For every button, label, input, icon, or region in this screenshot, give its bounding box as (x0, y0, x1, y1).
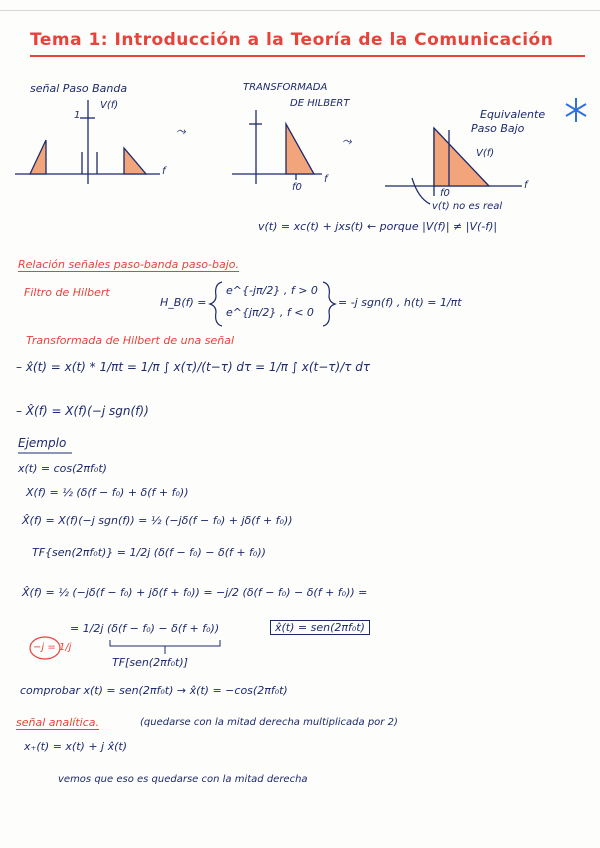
f0-label-2: f0 (440, 188, 450, 199)
example-line-7: TF[sen(2πf₀t)] (112, 656, 188, 669)
freq-axis-label-1: f (162, 166, 166, 177)
example-line-6: = 1/2j (δ(f − f₀) − δ(f + f₀)) (70, 622, 220, 635)
freq-axis-label-3: f (524, 180, 528, 191)
note-not-real: v(t) no es real (432, 201, 503, 212)
hilbert-filter-lhs: H_B(f) = (160, 296, 207, 309)
example-line-4: TF{sen(2πf₀t)} = 1/2j (δ(f − f₀) − δ(f + f₀)) (32, 546, 266, 559)
hilbert-diagram-label-1: TRANSFORMADA (243, 82, 328, 93)
bandpass-function-label: V(f) (100, 100, 119, 111)
example-check: comprobar x(t) = sen(2πf₀t) → x̂(t) = −cos(2πf₀t) (20, 684, 288, 697)
page-title: Tema 1: Introducción a la Teoría de la Comunicación (30, 30, 554, 50)
lowpass-label-2: Paso Bajo (471, 122, 525, 135)
example-heading: Ejemplo (18, 436, 67, 450)
example-line-2: X(f) = ½ (δ(f − f₀) + δ(f + f₀)) (26, 486, 189, 499)
equivalent-equation: v(t) = xc(t) + jxs(t) ← porque |V(f)| ≠ |V(-f)| (258, 220, 498, 233)
hilbert-transform-eq-2: – X̂(f) = X(f)(−j sgn(f)) (16, 404, 149, 418)
example-result-box: x̂(t) = sen(2πf₀t) (270, 620, 370, 635)
example-side-note: −j = 1/j (33, 642, 72, 653)
arrow-1: ⤳ (176, 124, 186, 138)
analytic-note: (quedarse con la mitad derecha multiplicada por 2) (140, 717, 398, 728)
hilbert-filter-case-1: e^{-jπ/2} , f > 0 (226, 284, 318, 297)
analytic-equation: x₊(t) = x(t) + j x̂(t) (24, 740, 127, 753)
f0-label: f0 (292, 182, 302, 193)
hilbert-filter-case-2: e^{jπ/2} , f < 0 (226, 306, 314, 319)
hilbert-transform-heading: Transformada de Hilbert de una señal (26, 334, 235, 347)
example-line-3: X̂(f) = X(f)(−j sgn(f)) = ½ (−jδ(f − f₀) + jδ(f + f₀)) (22, 514, 293, 527)
analytic-heading: señal analítica. (16, 716, 99, 729)
hilbert-transform-eq-1: – x̂(t) = x(t) * 1/πt = 1/π ∫ x(τ)/(t−τ) dτ = 1/π ∫ x(t−τ)/τ dτ (16, 360, 371, 374)
section-relation-heading: Relación señales paso-banda paso-bajo. (18, 258, 239, 271)
hilbert-filter-rhs: = -j sgn(f) , h(t) = 1/πt (338, 296, 462, 309)
lowpass-function-label: V(f) (476, 148, 495, 159)
arrow-2: ⤳ (342, 134, 352, 148)
hilbert-diagram-label-2: DE HILBERT (290, 98, 350, 109)
axis-one-label: 1 (74, 110, 81, 121)
bandpass-label: señal Paso Banda (30, 82, 128, 95)
freq-axis-label-2: f (324, 174, 328, 185)
hilbert-filter-label: Filtro de Hilbert (24, 286, 110, 299)
analytic-remark: vemos que eso es quedarse con la mitad derecha (58, 774, 308, 785)
lowpass-label-1: Equivalente (480, 108, 546, 121)
example-line-1: x(t) = cos(2πf₀t) (18, 462, 107, 475)
example-line-5: X̂(f) = ½ (−jδ(f − f₀) + jδ(f + f₀)) = −j/2 (δ(f − f₀) − δ(f + f₀)) = (22, 586, 368, 599)
